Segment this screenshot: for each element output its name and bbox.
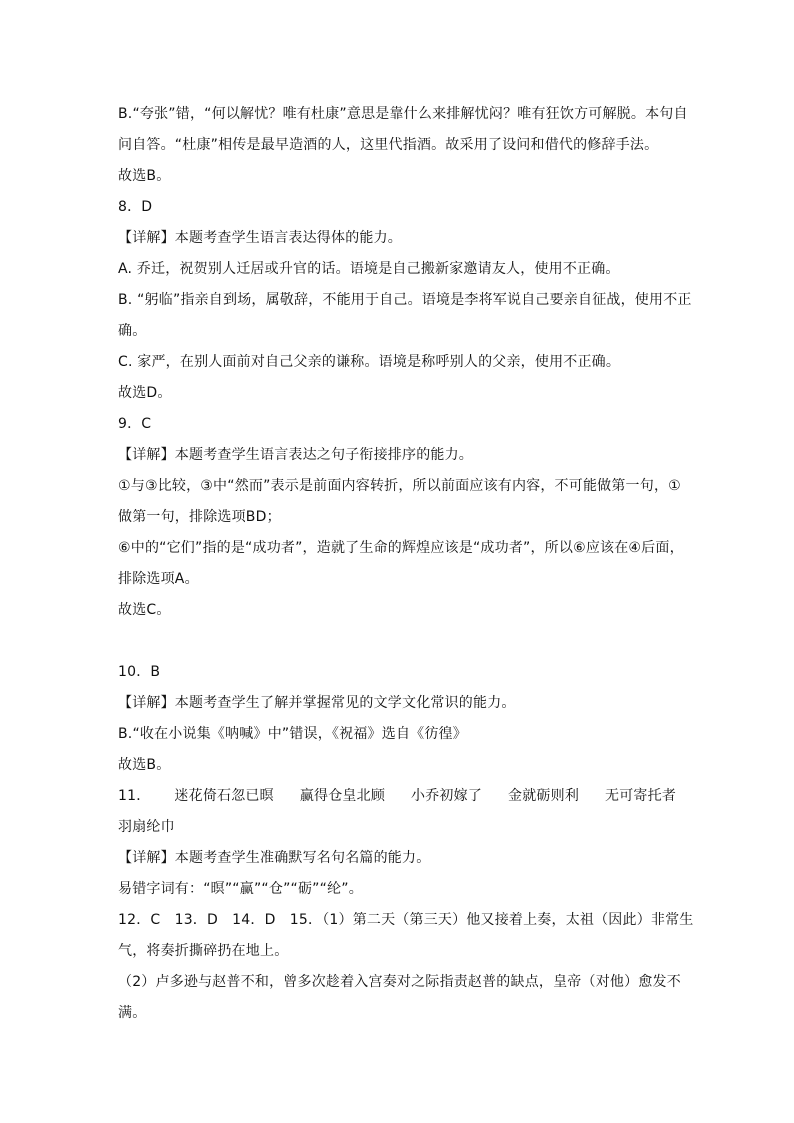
answer-11-item: 小乔初嫁了 (411, 788, 483, 804)
answer-7-explanation-line-2: 问自答。“杜康”相传是最早造酒的人，这里代指酒。故采用了设问和借代的修辞手法。 (118, 137, 659, 153)
answers-12-15-line-1: 12．C 13．D 14．D 15．（1）第二天（第三天）他又接着上奏，太祖（因此）非常生 (118, 912, 694, 928)
answer-8-option-b-line-2: 确。 (118, 323, 147, 339)
answer-11-typos: 易错字词有：“暝”“赢”“仓”“砺”“纶”。 (118, 881, 363, 897)
answer-15-part-2-line-2: 满。 (118, 1005, 147, 1021)
answer-10-explanation: B.“收在小说集《呐喊》中”错误，《祝福》选自《彷徨》 (118, 726, 467, 742)
answer-11-item: 赢得仓皇北顾 (299, 788, 386, 804)
answer-11-item: 金就砺则利 (508, 788, 580, 804)
answer-8-option-a: A. 乔迁，祝贺别人迁居或升官的话。语境是自己搬新家邀请友人，使用不正确。 (118, 261, 620, 277)
answer-9-detail: 【详解】本题考查学生语言表达之句子衔接排序的能力。 (118, 447, 473, 463)
answers-12-15-line-2: 气，将奏折撕碎扔在地上。 (118, 943, 289, 959)
answer-11-item: 无可寄托者 (605, 788, 677, 804)
answer-11-last-item: 羽扇纶巾 (118, 819, 175, 835)
answer-7-explanation-line-1: B.“夸张”错，“何以解忧？唯有杜康”意思是靠什么来排解忧闷？唯有狂饮方可解脱。本句自 (118, 106, 688, 122)
answer-11-item: 迷花倚石忽已暝 (174, 788, 274, 804)
answer-9-conclusion: 故选C。 (118, 602, 171, 618)
answer-11-number: 11． (118, 788, 151, 804)
answer-8-conclusion: 故选D。 (118, 385, 172, 401)
answer-9-explanation-line-2: 做第一句，排除选项BD； (118, 509, 281, 525)
answer-9-explanation-line-1: ①与③比较，③中“然而”表示是前面内容转折，所以前面应该有内容，不可能做第一句，① (118, 478, 681, 494)
answer-15-part-2-line-1: （2）卢多逊与赵普不和，曾多次趁着入宫奏对之际指责赵普的缺点，皇帝（对他）愈发不 (118, 974, 681, 990)
answer-11-detail: 【详解】本题考查学生准确默写名句名篇的能力。 (118, 850, 431, 866)
answer-10-detail: 【详解】本题考查学生了解并掌握常见的文学文化常识的能力。 (118, 695, 516, 711)
answer-8-number: 8．D (118, 199, 153, 215)
answer-9-number: 9．C (118, 416, 152, 432)
answer-7-conclusion: 故选B。 (118, 168, 171, 184)
answer-8-detail: 【详解】本题考查学生语言表达得体的能力。 (118, 230, 402, 246)
answer-8-option-b-line-1: B. “躬临”指亲自到场，属敬辞，不能用于自己。语境是李将军说自己要亲自征战，使用不正 (118, 292, 692, 308)
answer-10-conclusion: 故选B。 (118, 757, 171, 773)
answer-9-explanation-line-3: ⑥中的“它们”指的是“成功者”，造就了生命的辉煌应该是“成功者”，所以⑥应该在④后面， (118, 540, 684, 556)
answer-10-number: 10．B (118, 664, 161, 680)
answer-11-fill-list (150, 786, 702, 806)
answer-9-explanation-line-4: 排除选项A。 (118, 571, 199, 587)
answer-11-line (118, 786, 698, 806)
answer-8-option-c: C. 家严，在别人面前对自己父亲的谦称。语境是称呼别人的父亲，使用不正确。 (118, 354, 621, 370)
